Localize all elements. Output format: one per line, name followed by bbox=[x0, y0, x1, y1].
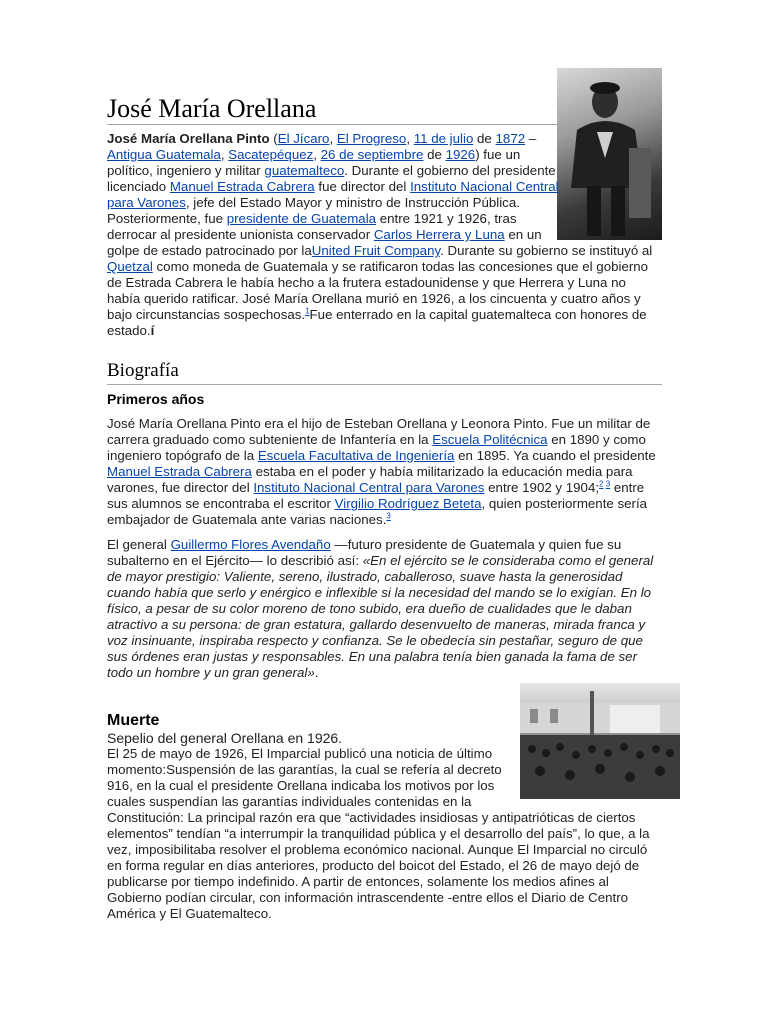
biografia-paragraph-1: José María Orellana Pinto era el hijo de Esteban Orellana y Leonora Pinto. Fue un militar de carrera graduado como subteniente de Infantería en la Escuela Politécnica en 1890 y como ingeniero topógrafo de la Escuela Facultativa de Ingeniería en 1895. Ya cuando el presidente Manuel Estrada Cabrera estaba en el poder y había militarizado la educación media para varones, fue director del Instituto Nacional Central para Varones entre 1902 y 1904;$^{2 3}$ entre sus alumnos se encontraba el escritor Virgilio Rodríguez Beteta, quien posteriormente sería embajador de Guatemala ante varias naciones.$^3$ bbox=[107, 416, 656, 527]
reference-link[interactable]: 3 bbox=[605, 479, 611, 489]
image-caption: Sepelio del general Orellana en 1926. bbox=[107, 730, 343, 746]
subsection-heading: Primeros años bbox=[107, 391, 205, 407]
subsection-primeros-anos bbox=[107, 390, 662, 408]
link-escuela-ingenieria[interactable]: Escuela Facultativa de Ingeniería bbox=[257, 448, 455, 463]
article bbox=[107, 0, 662, 124]
link-1872[interactable]: 1872 bbox=[495, 131, 526, 146]
end-mark: í bbox=[150, 323, 155, 338]
link-sacatepequez[interactable]: Sacatepéquez bbox=[228, 147, 314, 162]
quote-text: «En el ejército se le consideraba como el general de mayor prestigio: Valiente, sereno, ilustrado, caballeroso, suave hasta la generosidad cuando había que serlo y enérgico e inflexible si la necesidad del mando se lo exigían. En lo físico, a pesar de su color moreno de tono subido, era dueño de cualidades que le daban atractivo a su persona: de gran estatura, gallardo desenvuelto de maneras, mirada franca y voz insinuante, inspiraba respecto y confianza. Se le obedecía sin pestañar, seguro de que sus órdenes eran justas y responsables. En una palabra tenía bien ganada la fama de ser todo un hombre y un gran general» bbox=[107, 553, 654, 680]
reference-link[interactable]: 2 bbox=[599, 479, 604, 489]
link-manuel-estrada-cabrera-2[interactable]: Manuel Estrada Cabrera bbox=[107, 464, 252, 479]
section-biografia bbox=[107, 360, 662, 385]
section-heading-biografia: Biografía bbox=[107, 360, 179, 381]
link-instituto-nacional-2[interactable]: Instituto Nacional Central para Varones bbox=[253, 480, 485, 495]
page-title: José María Orellana bbox=[107, 94, 317, 123]
title-divider bbox=[107, 124, 557, 125]
link-instituto-nacional[interactable]: Instituto Nacional Central para Varones bbox=[107, 179, 559, 210]
link-birth-date[interactable]: 11 de julio bbox=[413, 131, 474, 146]
link-death-date[interactable]: 26 de septiembre bbox=[320, 147, 424, 162]
intro-paragraph: José María Orellana Pinto (El Jícaro, El Progreso, 11 de julio de 1872 – Antigua Guatemala, Sacatepéquez, 26 de septiembre de 1926) fue un político, ingeniero y militar guatemalteco. Durante el gobierno del presidente licenciado Manuel Estrada Cabrera fue director del Instituto Nacional Central para Varones, jefe del Estado Mayor y ministro de Instrucción Pública. Posteriormente, fue presidente de Guatemala entre 1921 y 1926, tras derrocar al presidente unionista conservador Carlos Herrera y Luna en un golpe de estado patrocinado por laUnited Fruit Company. Durante su gobierno se instituyó al Quetzal como moneda de Guatemala y se ratificaron todas las concesiones que el gobierno de Estrada Cabrera le había hecho a la frutera estadounidense y que Herrera y Luna no había querido ratificar. José María Orellana murió en 1926, a los cincuenta y cuatro años y bajo circunstancias sospechosas.$^1$Fue enterrado en la capital guatemalteca con honores de estado.í bbox=[107, 131, 653, 338]
link-quetzal[interactable]: Quetzal bbox=[107, 259, 153, 274]
link-carlos-herrera[interactable]: Carlos Herrera y Luna bbox=[373, 227, 505, 242]
muerte-paragraph: El 25 de mayo de 1926, El Imparcial publicó una noticia de último momento:Suspensión de las garantías, la cual se refería al decreto 916, en la cual el presidente Orellana indicaba los motivos por los cuales suspendían las garantías individuales contenidas en la Constitución: La principal razón era que “actividades insidiosas y antipatrióticas de ciertos elementos” tendían “a interrumpir la tranquilidad pública y el desarrollo del país”, lo que, a la vez, imposibilitaba resolver el problema económico nacional. Aunque El Imparcial no circuló en forma regular en días anteriores, producto del boicot del Estado, el 26 de mayo dejó de publicarse por tiempo indefinido. A partir de entonces, solamente los medios afines al Gobierno podían circular, con información intrascendente -entre ellos el Diario de Centro América y El Guatemalteco. bbox=[107, 746, 650, 921]
subject-name: José María Orellana Pinto bbox=[107, 131, 270, 146]
reference-link[interactable]: 3 bbox=[386, 511, 391, 521]
section-muerte bbox=[107, 711, 515, 747]
biografia-paragraph-2: El general Guillermo Flores Avendaño —futuro presidente de Guatemala y quien fue su subalterno en el Ejército— lo describió así: «En el ejército se le consideraba como el general de mayor prestigio: Valiente, sereno, ilustrado, caballeroso, suave hasta la generosidad cuando había que serlo y enérgico e inflexible si la necesidad del mando se lo exigían. En lo físico, a pesar de su color moreno de tono subido, era dueño de cualidades que le daban atractivo a su persona: de gran estatura, gallardo desenvuelto de maneras, mirada franca y voz insinuante, inspiraba respecto y confianza. Se le obedecía sin pestañar, seguro de que sus órdenes eran justas y responsables. En una palabra tenía bien ganada la fama de ser todo un hombre y un gran general». bbox=[107, 537, 654, 680]
section-divider bbox=[107, 384, 662, 385]
link-antigua-guatemala[interactable]: Antigua Guatemala bbox=[107, 147, 221, 162]
link-el-progreso[interactable]: El Progreso bbox=[336, 131, 407, 146]
link-united-fruit[interactable]: United Fruit Company bbox=[311, 243, 441, 258]
link-escuela-politecnica[interactable]: Escuela Politécnica bbox=[432, 432, 548, 447]
section-heading-muerte: Muerte bbox=[107, 712, 160, 729]
link-1926[interactable]: 1926 bbox=[445, 147, 476, 162]
reference-link[interactable]: 1 bbox=[305, 306, 310, 316]
link-guatemalteco[interactable]: guatemalteco bbox=[264, 163, 345, 178]
link-virgilio-rodriguez[interactable]: Virgilio Rodríguez Beteta bbox=[334, 496, 482, 511]
link-el-jicaro[interactable]: El Jícaro bbox=[277, 131, 330, 146]
link-presidente-guatemala[interactable]: presidente de Guatemala bbox=[226, 211, 377, 226]
link-guillermo-flores[interactable]: Guillermo Flores Avendaño bbox=[170, 537, 331, 552]
link-manuel-estrada-cabrera[interactable]: Manuel Estrada Cabrera bbox=[169, 179, 315, 194]
